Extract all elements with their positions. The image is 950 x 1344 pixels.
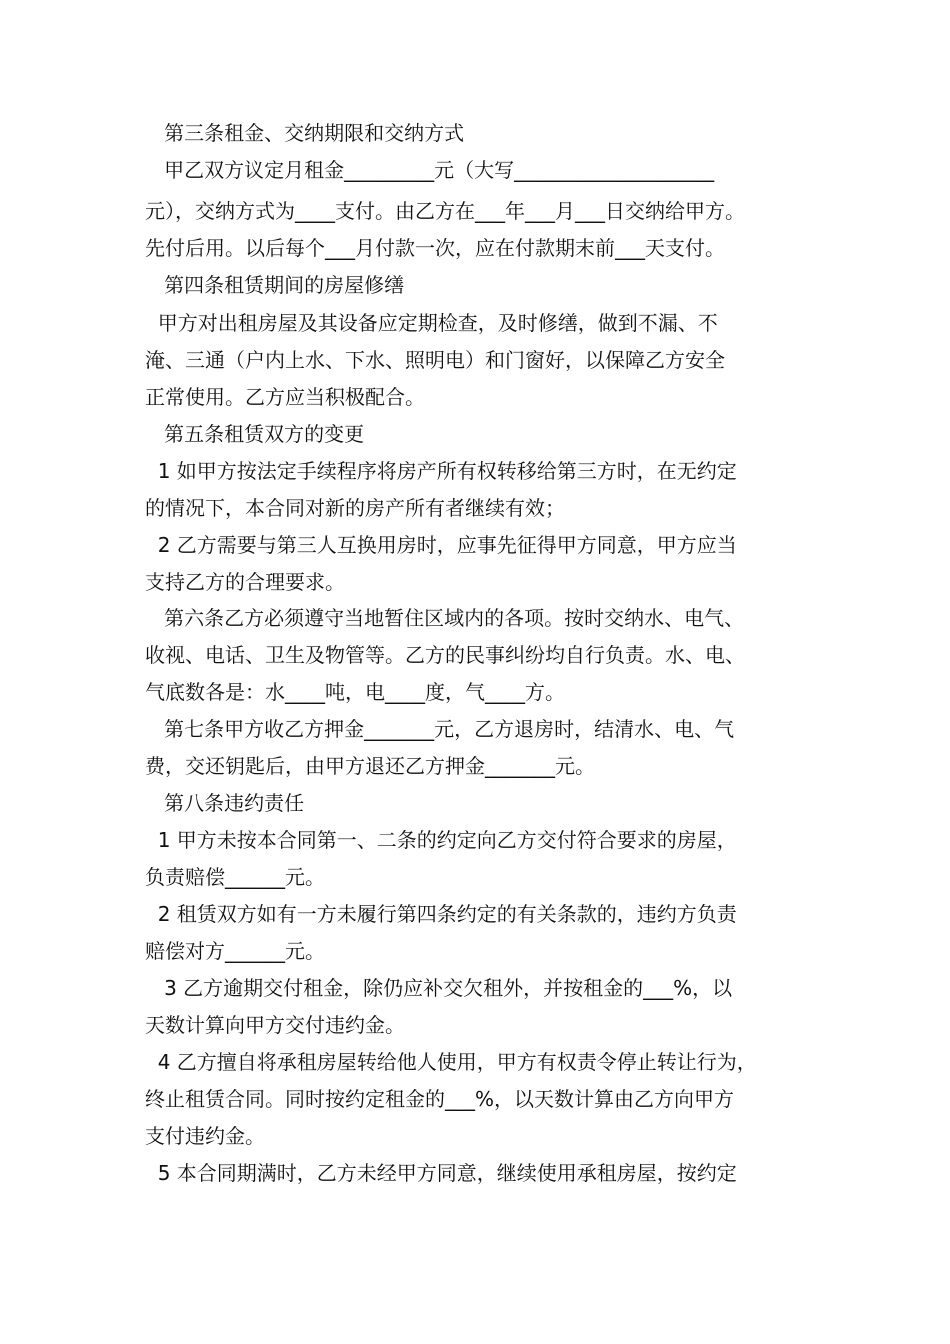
paragraph-line: 天数计算向甲方交付违约金。 xyxy=(145,1013,405,1037)
paragraph-article-7: 第七条甲方收乙方押金_______元，乙方退房时，结清水、电、气 xyxy=(145,717,735,741)
paragraph-line: 支付违约金。 xyxy=(145,1124,265,1148)
paragraph-line: 淹、三通（户内上水、下水、照明电）和门窗好，以保障乙方安全 xyxy=(145,348,725,372)
paragraph-line: 5 本合同期满时，乙方未经甲方同意，继续使用承租房屋，按约定 xyxy=(145,1161,737,1185)
paragraph-line: 1 如甲方按法定手续程序将房产所有权转移给第三方时，在无约定 xyxy=(145,459,737,483)
paragraph-line: 先付后用。以后每个___月付款一次，应在付款期末前___天支付。 xyxy=(145,236,725,260)
paragraph-line: 甲方对出租房屋及其设备应定期检查，及时修缮，做到不漏、不 xyxy=(145,311,718,335)
paragraph-line: 甲乙双方议定月租金_________元（大写____________________ xyxy=(145,158,715,182)
paragraph-line: 的情况下，本合同对新的房产所有者继续有效； xyxy=(145,496,565,520)
paragraph-line: 赔偿对方______元。 xyxy=(145,939,325,963)
paragraph-line: 元），交纳方式为____支付。由乙方在___年___月___日交纳给甲方。 xyxy=(145,199,745,223)
paragraph-line: 3 乙方逾期交付租金，除仍应补交欠租外，并按租金的___%，以 xyxy=(145,976,733,1000)
paragraph-article-6: 第六条乙方必须遵守当地暂住区域内的各项。按时交纳水、电气、 xyxy=(145,606,745,630)
paragraph-line: 支持乙方的合理要求。 xyxy=(145,570,345,594)
paragraph-line: 费，交还钥匙后，由甲方退还乙方押金_______元。 xyxy=(145,754,595,778)
paragraph-line: 4 乙方擅自将承租房屋转给他人使用，甲方有权责令停止转让行为， xyxy=(145,1050,757,1074)
paragraph-line: 负责赔偿______元。 xyxy=(145,865,325,889)
paragraph-line: 气底数各是：水____吨，电____度，气____方。 xyxy=(145,680,565,704)
paragraph-line: 收视、电话、卫生及物管等。乙方的民事纠纷均自行负责。水、电、 xyxy=(145,643,745,667)
heading-article-5: 第五条租赁双方的变更 xyxy=(145,422,365,446)
paragraph-line: 终止租赁合同。同时按约定租金的___%，以天数计算由乙方向甲方 xyxy=(145,1087,735,1111)
paragraph-line: 2 租赁双方如有一方未履行第四条约定的有关条款的，违约方负责 xyxy=(145,902,737,926)
heading-article-8: 第八条违约责任 xyxy=(145,791,305,815)
paragraph-line: 正常使用。乙方应当积极配合。 xyxy=(145,385,425,409)
paragraph-line: 2 乙方需要与第三人互换用房时，应事先征得甲方同意，甲方应当 xyxy=(145,533,737,557)
heading-article-3: 第三条租金、交纳期限和交纳方式 xyxy=(145,121,465,145)
heading-article-4: 第四条租赁期间的房屋修缮 xyxy=(145,273,405,297)
paragraph-line: 1 甲方未按本合同第一、二条的约定向乙方交付符合要求的房屋， xyxy=(145,828,737,852)
